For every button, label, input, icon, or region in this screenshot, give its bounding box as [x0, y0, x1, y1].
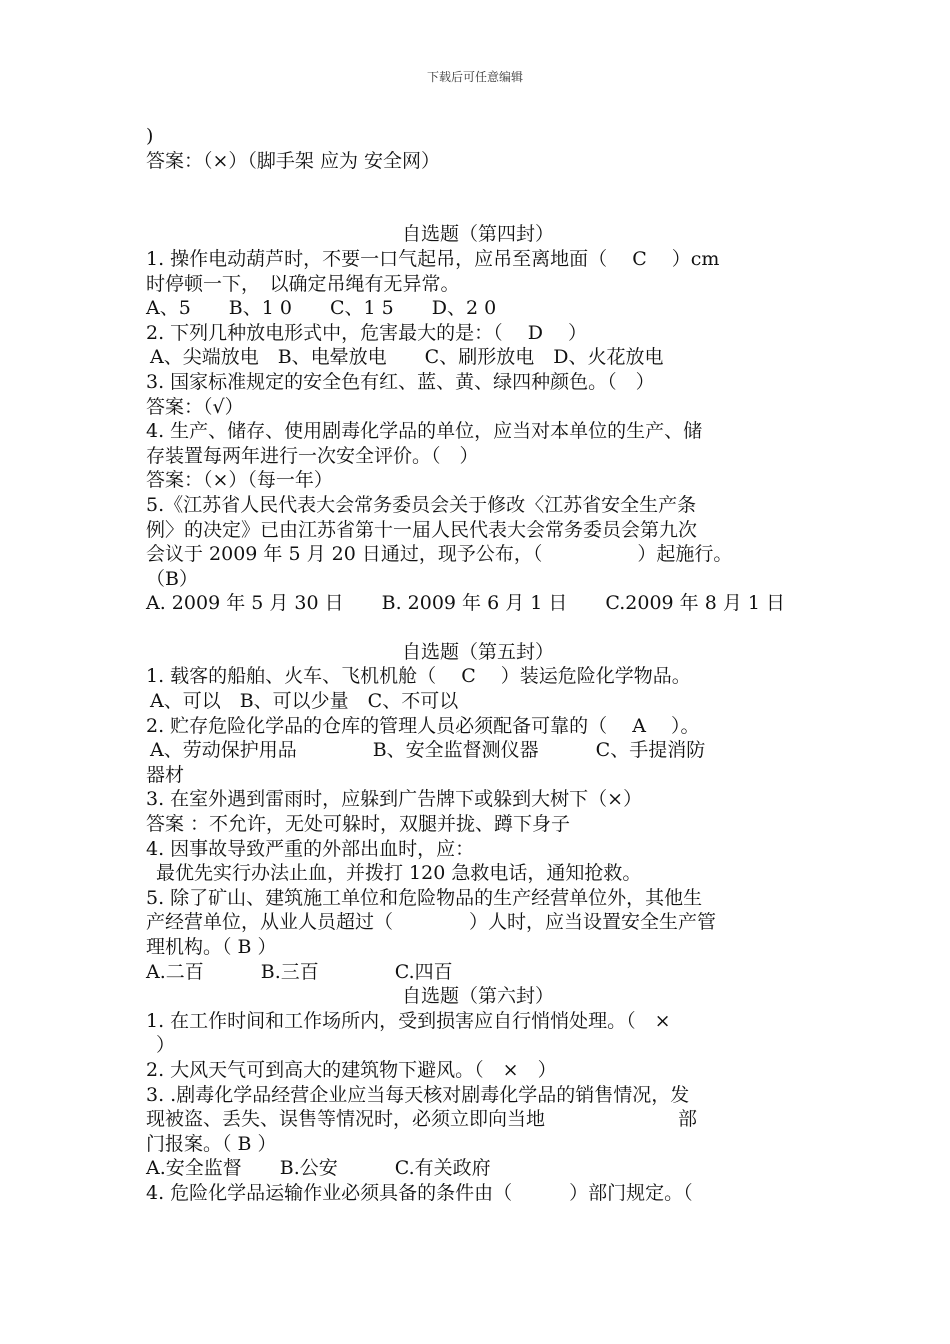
- options-line: A、可以 B、可以少量 C、不可以: [150, 690, 459, 713]
- section-title-5: 自选题（第五封）: [401, 640, 554, 663]
- question-line: 1. 在工作时间和工作场所内，受到损害应自行悄悄处理。（ ×: [146, 1009, 671, 1032]
- question-line: 3. 国家标准规定的安全色有红、蓝、黄、绿四种颜色。（ ）: [146, 370, 655, 393]
- question-line: 时停顿一下， 以确定吊绳有无异常。: [146, 272, 460, 295]
- section-title-6: 自选题（第六封）: [401, 985, 554, 1008]
- answer-line: （B）: [146, 567, 198, 590]
- answer-line: 最优先实行办法止血，并拨打 120 急救电话，通知抢救。: [156, 862, 642, 885]
- page-header: 下载后可任意编辑: [426, 70, 523, 84]
- question-line: 3. 在室外遇到雷雨时，应躲到广告牌下或躲到大树下（×）: [146, 788, 643, 811]
- answer-line: 答案：（√）: [146, 395, 244, 418]
- options-line: A.安全监督 B.公安 C.有关政府: [146, 1157, 491, 1180]
- question-line: 2. 大风天气可到高大的建筑物下避风。（ × ）: [146, 1058, 557, 1081]
- options-line: A、5 B、1 0 C、1 5 D、2 0: [146, 297, 497, 320]
- question-line: ）: [156, 1034, 176, 1057]
- question-line: 5.《江苏省人民代表大会常务委员会关于修改〈江苏省安全生产条: [146, 493, 697, 516]
- options-line: A、劳动保护用品 B、安全监督测仪器 C、手提消防: [150, 739, 706, 762]
- question-line: 2. 贮存危险化学品的仓库的管理人员必须配备可靠的（ A ）。: [146, 714, 700, 737]
- question-line: 5. 除了矿山、建筑施工单位和危险物品的生产经营单位外，其他生: [146, 886, 703, 909]
- options-line: A. 2009 年 5 月 30 日 B. 2009 年 6 月 1 日 C.2009 年 8 月 1 日: [146, 592, 786, 615]
- question-line: 理机构。（ B ）: [146, 936, 277, 958]
- question-line: 例〉的决定》已由江苏省第十一届人民代表大会常务委员会第九次: [146, 518, 698, 541]
- options-line: 器材: [146, 763, 185, 786]
- question-line: 4. 危险化学品运输作业必须具备的条件由（ ）部门规定。（: [146, 1181, 693, 1204]
- answer-line: 答案：（×）（每一年）: [146, 469, 333, 492]
- question-line: 会议于 2009 年 5 月 20 日通过，现予公布，（ ）起施行。: [146, 543, 733, 566]
- answer-line: 答案：（×）（脚手架 应为 安全网）: [146, 149, 440, 172]
- answer-line: 答案 ：不允许，无处可躲时，双腿并拢、蹲下身子: [146, 813, 571, 836]
- section-title-4: 自选题（第四封）: [401, 223, 554, 246]
- options-line: A.二百 B.三百 C.四百: [146, 960, 453, 983]
- document-body: [146, 124, 810, 1206]
- question-line: 4. 生产、储存、使用剧毒化学品的单位，应当对本单位的生产、储: [146, 420, 703, 443]
- question-line: 存装置每两年进行一次安全评价。（ ）: [146, 444, 479, 467]
- question-line: 1. 操作电动葫芦时，不要一口气起吊，应吊至离地面（ C ）cm: [146, 247, 720, 270]
- question-line: 产经营单位，从业人员超过（ ）人时，应当设置安全生产管: [146, 911, 717, 934]
- question-line: 现被盗、丢失、误售等情况时，必须立即向当地 部: [146, 1108, 698, 1131]
- question-line: 2. 下列几种放电形式中，危害最大的是：（ D ）: [146, 321, 587, 344]
- question-line: 3. .剧毒化学品经营企业应当每天核对剧毒化学品的销售情况，发: [146, 1083, 690, 1106]
- question-line: 4. 因事故导致严重的外部出血时，应：: [146, 837, 475, 860]
- question-line: 1. 载客的船舶、火车、飞机机舱（ C ）装运危险化学物品。: [146, 665, 691, 688]
- options-line: A、尖端放电 B、电晕放电 C、刷形放电 D、火花放电: [150, 346, 664, 369]
- text-line: ): [146, 125, 154, 147]
- question-line: 门报案。（ B ）: [146, 1132, 277, 1155]
